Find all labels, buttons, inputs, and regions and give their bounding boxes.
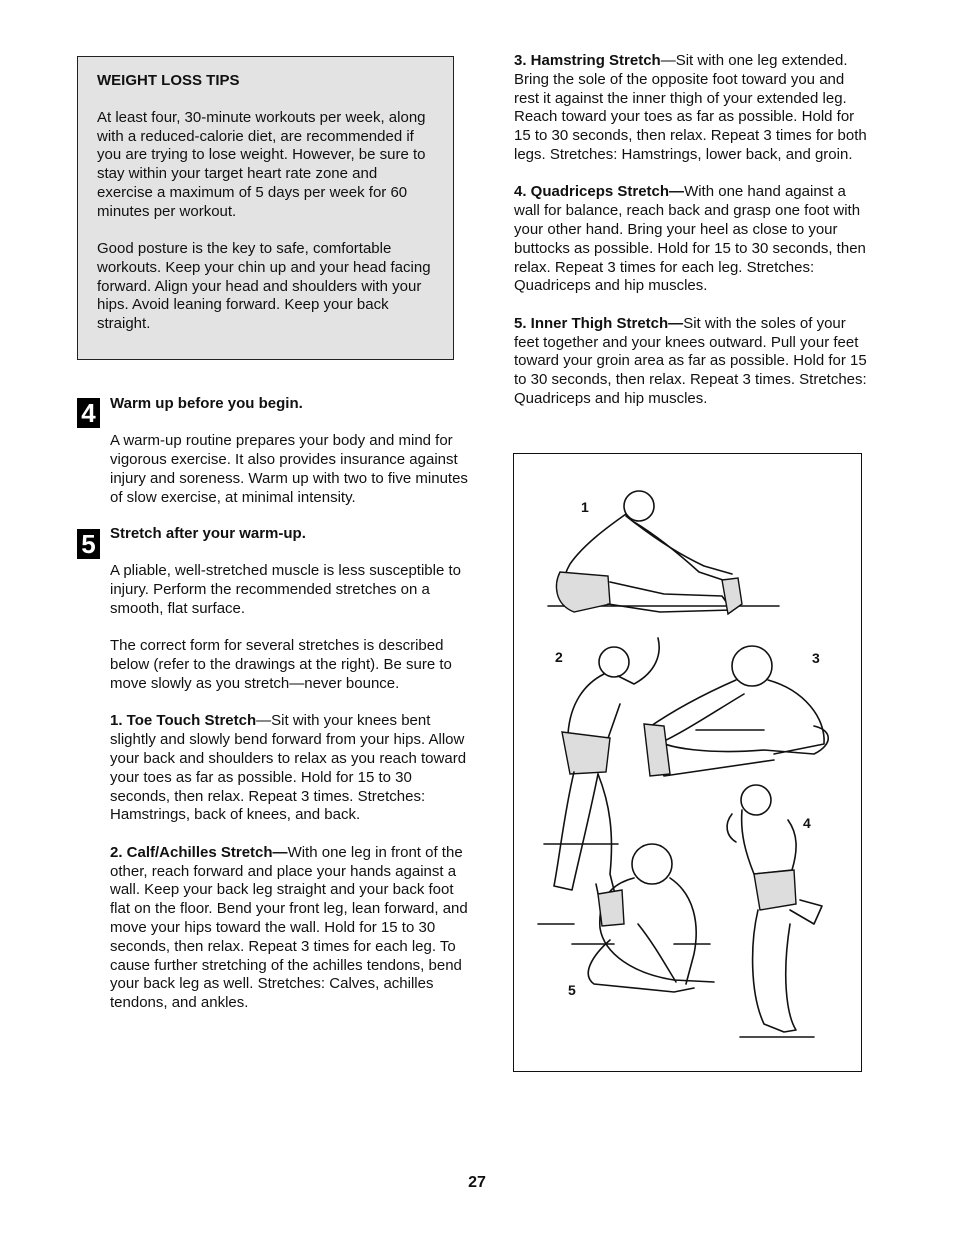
stretch-2-text: With one leg in front of the other, reach forward and place your hands against a wall. Keep your back leg straight and your back foot flat on the floor. Bend your front leg, lean forward, and move your hips toward the wall. Hold for 15 to 30 seconds, then relax. Repeat 3 times for each leg. To cause further stretching of the achilles tendons, bend your back leg as well. Stretches: Calves, achilles tendons, and ankles. [110, 843, 468, 1012]
step-4-section [110, 395, 470, 526]
stretch-1-title: 1. Toe Touch Stretch [110, 712, 257, 730]
figure-label-4: 4 [803, 815, 811, 831]
stretch-3-text: Sit with one leg extended. Bring the sole of the opposite foot toward you and rest it against the inner thigh of your extended leg. Reach toward your toes as far as possible. Hold for 15 to 30 seconds, then relax. Repeat 3 times for both legs. Stretches: Hamstrings, lower back, and groin. [514, 52, 867, 163]
stretch-5-title: 5. Inner Thigh Stretch— [514, 314, 684, 332]
figure-label-1: 1 [581, 499, 589, 515]
step-4-body: A warm-up routine prepares your body and mind for vigorous exercise. It also provides insurance against injury and soreness. Warm up with two to five minutes of slow exercise, at minimal intensity. [110, 432, 468, 506]
stretch-3-description [514, 52, 872, 165]
step-5-section [110, 525, 468, 1032]
stretch-5-text: Sit with the soles of your feet together and your knees outward. Pull your feet toward your groin area as far as possible. Hold for 15 to 30 seconds, then relax. Repeat 3 times. Stretches: Quadriceps and hip muscles. [514, 314, 867, 407]
stretch-2-description [110, 844, 468, 1013]
figure-label-3: 3 [812, 650, 820, 666]
step-4-heading: Warm up before you begin. [110, 395, 303, 412]
stretch-2-title: 2. Calf/Achilles Stretch— [110, 843, 288, 861]
step-5-heading: Stretch after your warm-up. [110, 525, 306, 542]
stretch-1-description [110, 712, 468, 825]
right-column [514, 52, 872, 427]
stretch-drawings [514, 454, 860, 1070]
weight-loss-tips-box [77, 56, 454, 360]
stretch-4-text: With one hand against a wall for balance, reach back and grasp one foot with your other hand. Bring your heel as close to your buttocks as possible. Hold for 15 to 30 seconds, then relax. Repeat 3 times for each leg. Stretches: Quadriceps and hip muscles. [514, 183, 866, 295]
stretch-4-description [514, 183, 872, 296]
stretch-3-sep: — [660, 52, 676, 69]
stretch-4-title: 4. Quadriceps Stretch— [514, 183, 685, 201]
step-4-number: 4 [77, 398, 100, 428]
step-5-number: 5 [77, 529, 100, 559]
tips-paragraph-2: Good posture is the key to safe, comfortable workouts. Keep your chin up and your head facing forward. Align your head and shoulders with your hips. Avoid leaning forward. Keep your back straight. [97, 240, 431, 333]
hamstring-stretch-illustration [644, 646, 828, 776]
tips-title: WEIGHT LOSS TIPS [97, 72, 240, 89]
stretch-3-title: 3. Hamstring Stretch [514, 52, 661, 69]
stretch-5-description [514, 315, 872, 409]
inner-thigh-stretch-illustration [572, 844, 714, 992]
figure-label-5: 5 [568, 982, 576, 998]
step-5-paragraph-1: A pliable, well-stretched muscle is less susceptible to injury. Perform the recommended stretches on a smooth, flat surface. [110, 562, 461, 617]
step-5-paragraph-2: The correct form for several stretches is described below (refer to the drawings at the right). Be sure to move slowly as you stretch—never bounce. [110, 637, 452, 692]
page-number: 27 [468, 1174, 486, 1191]
figure-label-2: 2 [555, 649, 563, 665]
tips-paragraph-1: At least four, 30-minute workouts per week, along with a reduced-calorie diet, are recommended if you are trying to lose weight. However, be sure to stay within your target heart rate zone and exercise a maximum of 5 days per week for 60 minutes per workout. [97, 108, 426, 220]
stretch-1-text: Sit with your knees bent slightly and slowly bend forward from your hips. Allow your back and shoulders to relax as you reach toward your toes as far as possible. Hold for 15 to 30 seconds, then relax. Repeat 3 times. Stretches: Hamstrings, back of knees, and back. [110, 712, 467, 824]
stretch-1-sep: — [256, 712, 272, 730]
stretch-illustrations-figure [513, 453, 862, 1072]
